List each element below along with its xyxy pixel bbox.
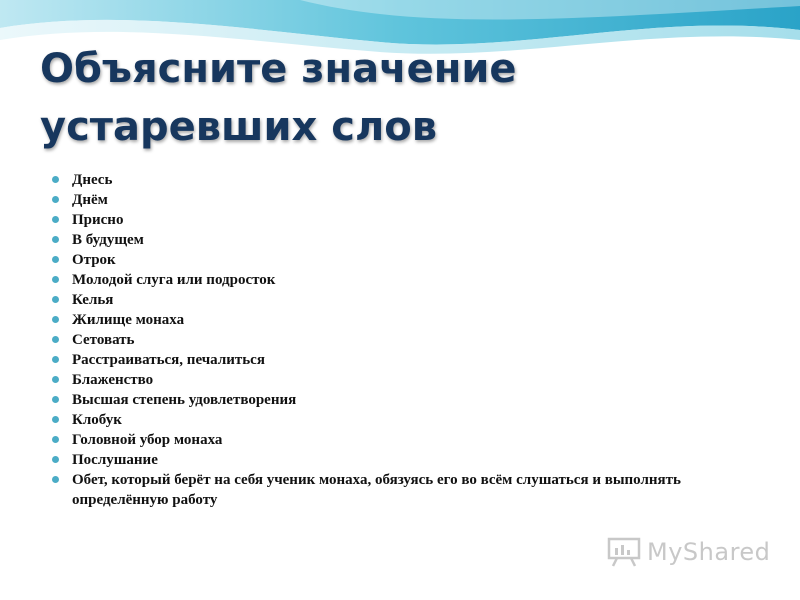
list-item-text: Днесь (72, 172, 113, 188)
list-item (52, 410, 752, 430)
bullet-icon (52, 256, 59, 263)
bullet-icon (52, 296, 59, 303)
watermark (607, 537, 770, 567)
list-item (52, 270, 752, 290)
bullet-icon (52, 236, 59, 243)
word-list (52, 170, 752, 510)
list-item (52, 390, 752, 410)
presentation-board-icon (607, 537, 641, 567)
list-item-text: Обет, который берёт на себя ученик монаха, обязуясь его во всём слушаться и выполнять определённую работу (72, 472, 681, 508)
bullet-icon (52, 416, 59, 423)
bullet-icon (52, 316, 59, 323)
list-item (52, 470, 752, 510)
bullet-icon (52, 336, 59, 343)
list-item-text: Головной убор монаха (72, 432, 223, 448)
list-item (52, 190, 752, 210)
list-item (52, 370, 752, 390)
bullet-icon (52, 376, 59, 383)
list-item (52, 250, 752, 270)
bullet-icon (52, 196, 59, 203)
bullet-icon (52, 396, 59, 403)
bullet-icon (52, 476, 59, 483)
list-item-text: Келья (72, 292, 114, 308)
list-item (52, 330, 752, 350)
watermark-text: MyShared (647, 538, 771, 566)
list-item (52, 170, 752, 190)
bullet-icon (52, 456, 59, 463)
list-item-text: Расстраиваться, печалиться (72, 352, 265, 368)
list-item-text: Блаженство (72, 372, 154, 388)
list-item-text: Жилище монаха (72, 312, 185, 328)
list-item (52, 230, 752, 250)
list-item-text: Молодой слуга или подросток (72, 272, 276, 288)
list-item-text: Клобук (72, 412, 122, 428)
list-item (52, 430, 752, 450)
list-item-text: Высшая степень удовлетворения (72, 392, 297, 408)
list-item-text: Послушание (72, 452, 158, 468)
list-item-text: Днём (72, 192, 108, 208)
bullet-icon (52, 276, 59, 283)
list-item-text: Присно (72, 212, 124, 228)
bullet-icon (52, 176, 59, 183)
list-item-text: Сетовать (72, 332, 135, 348)
list-item-text: Отрок (72, 252, 116, 268)
list-item (52, 450, 752, 470)
list-item (52, 350, 752, 370)
list-item (52, 290, 752, 310)
list-item (52, 310, 752, 330)
list-item (52, 210, 752, 230)
list-item-text: В будущем (72, 232, 144, 248)
bullet-icon (52, 356, 59, 363)
slide-title: Объясните значение устаревших слов (40, 46, 517, 150)
bullet-icon (52, 216, 59, 223)
bullet-icon (52, 436, 59, 443)
